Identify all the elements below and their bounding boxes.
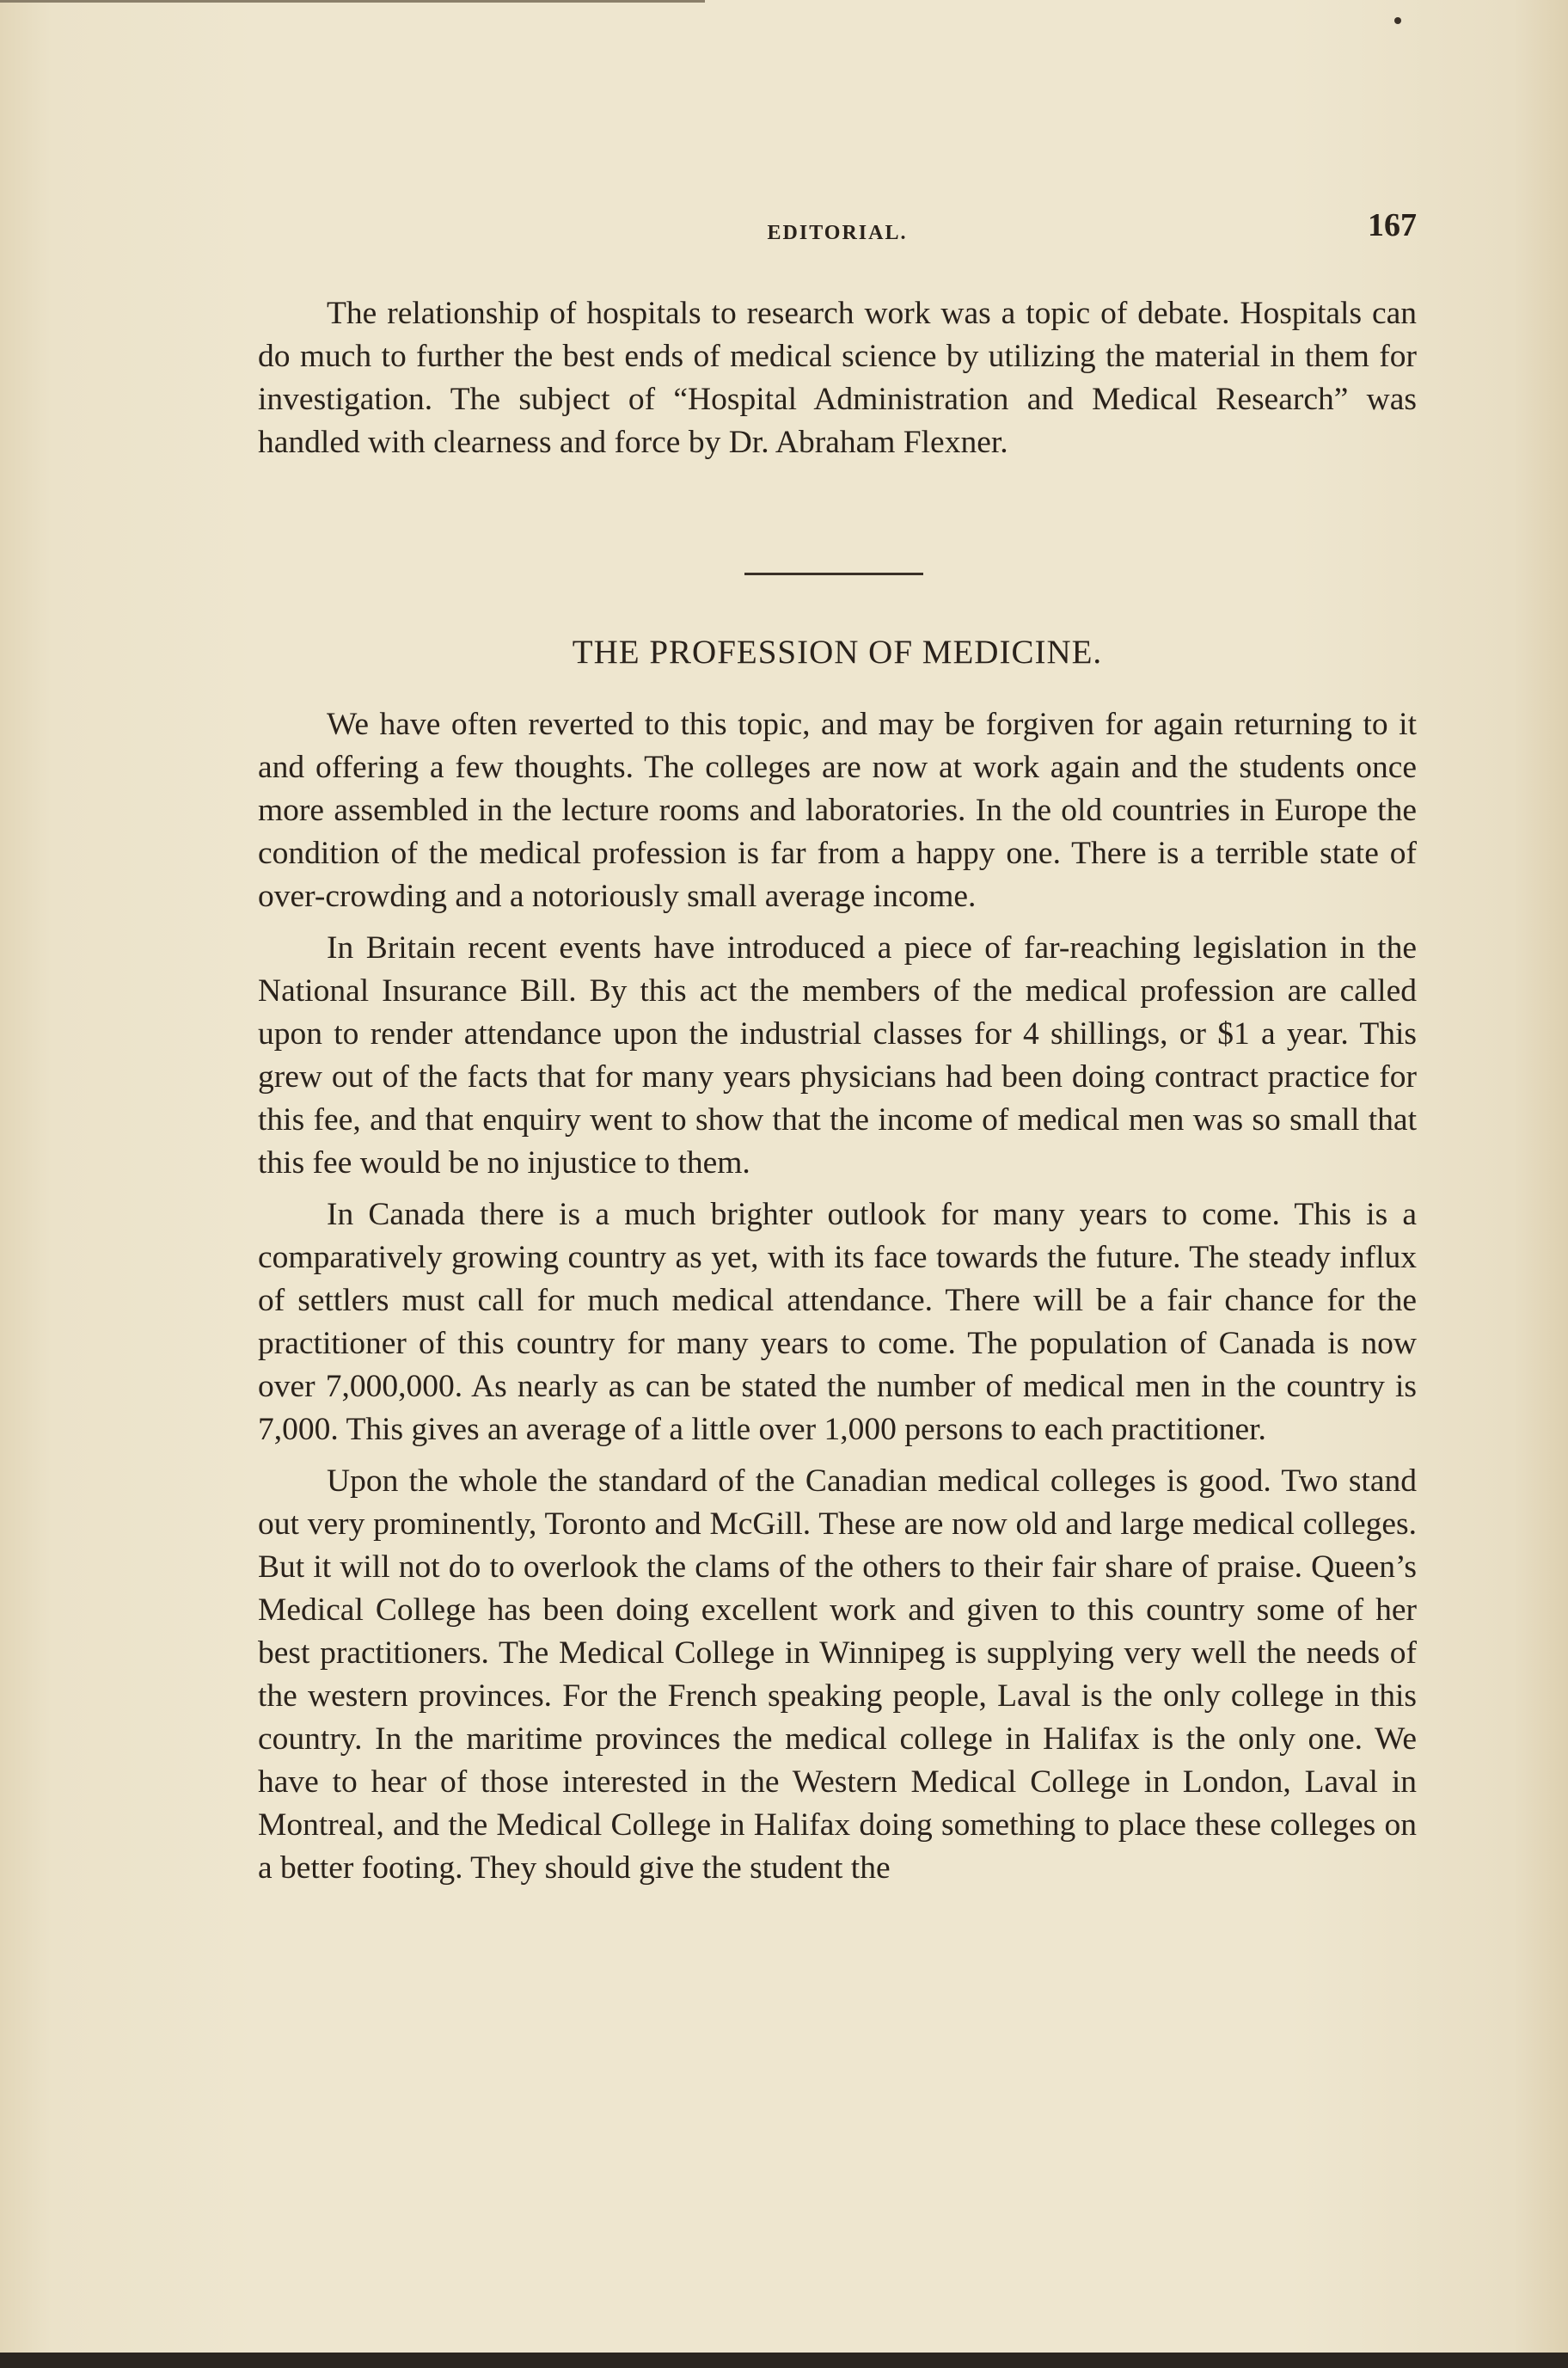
section-divider xyxy=(744,573,923,575)
paragraph-colleges: Upon the whole the standard of the Canadian medical colleges is good. Two stand out very prominently, Toronto and McGill. These are now old and large medical colleges. But it will not do to overlook the clams of the others to their fair share of praise. Queen’s Medical College has been doing excellent work and given to this country some of her best practitioners. The Medical College in Winnipeg is supplying very well the needs of the western provinces. For the French speaking people, Laval is the only college in this country. In the maritime provinces the medical college in Halifax is the only one. We have to hear of those interested in the Western Medical College in London, Laval in Montreal, and the Medical College in Halifax doing something to place these colleges on a better footing. They should give the student the xyxy=(258,1463,1417,1886)
bottom-edge-band xyxy=(0,2353,1568,2368)
paragraph-europe: We have often reverted to this topic, and may be forgiven for again returning to it and offering a few thoughts. The colleges are now at work again and the students once more assembled in the lecture rooms and laboratories. In the old countries in Europe the condition of the medical profession is far from a happy one. There is a terrible state of over-crowding and a notoriously small average income. xyxy=(258,707,1417,914)
paragraph-britain: In Britain recent events have introduced a piece of far-reaching legislation in the National Insurance Bill. By this act the members of the medical profession are called upon to render attendance upon the industrial classes for 4 shillings, or $1 a year. This grew out of the facts that for many years physicians had been doing contract practice for this fee, and that enquiry went to show that the income of medical men was so small that this fee would be no injustice to them. xyxy=(258,930,1417,1181)
running-head: EDITORIAL. xyxy=(767,222,908,244)
section-title: THE PROFESSION OF MEDICINE. xyxy=(572,634,1103,671)
top-edge-rule xyxy=(0,0,705,3)
page-number: 167 xyxy=(1368,207,1417,243)
ink-speck xyxy=(1394,17,1401,24)
paragraph-canada: In Canada there is a much brighter outlook for many years to come. This is a comparatively growing country as yet, with its face towards the future. The steady influx of settlers must call for much medical attendance. There will be a fair chance for the practitioner of this country for many years to come. The population of Canada is now over 7,000,000. As nearly as can be stated the number of medical men in the country is 7,000. This gives an average of a little over 1,000 persons to each practitioner. xyxy=(258,1197,1417,1447)
page-header xyxy=(258,206,1417,258)
paragraph-hospital-research: The relationship of hospitals to research work was a topic of debate. Hospitals can do much to further the best ends of medical science by utilizing the material in them for investigation. The subject of “Hospital Administration and Medical Research” was handled with clearness and force by Dr. Abraham Flexner. xyxy=(258,296,1417,460)
opening-text-block xyxy=(258,292,1417,464)
section-body xyxy=(258,703,1417,1899)
